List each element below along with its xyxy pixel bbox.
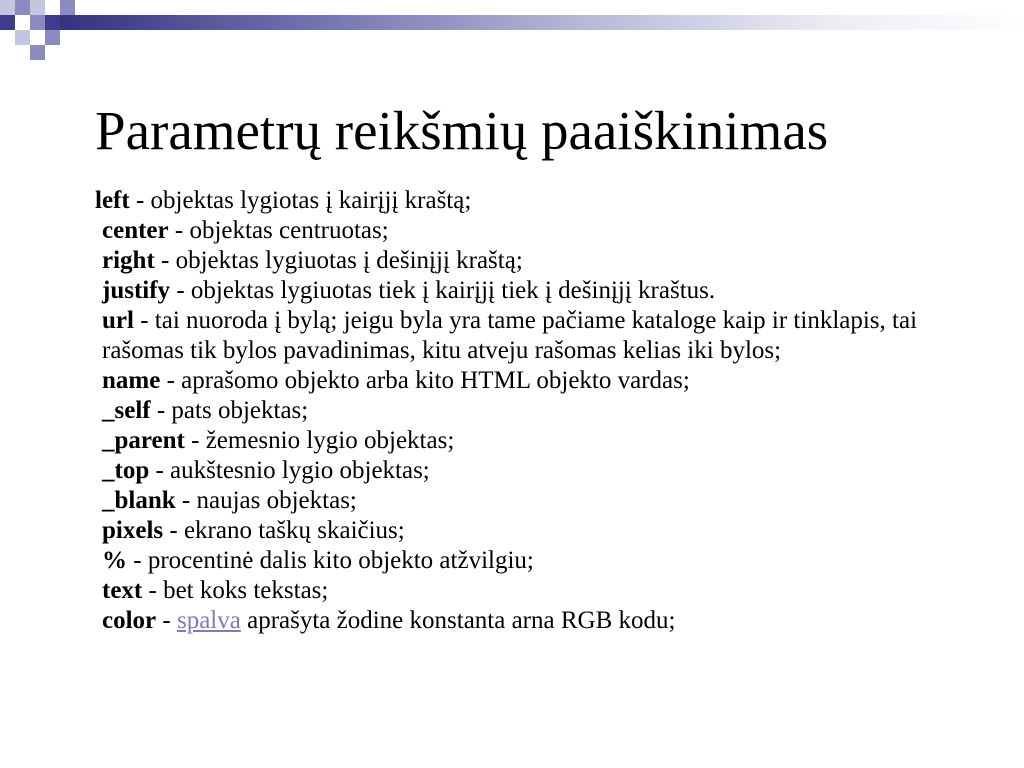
definition: - objektas centruotas; [168,217,389,244]
term: pixels [102,517,164,544]
definition: - bet koks tekstas; [142,577,329,604]
decor-square [30,45,45,60]
list-item [90,306,990,366]
list-item [90,186,990,216]
decor-square [30,0,45,15]
list-item [90,576,990,606]
term: _self [102,397,151,424]
list-item [90,546,990,576]
header-gradient-bar [60,15,1024,30]
decor-square [15,0,30,15]
separator: - [156,607,177,634]
list-item [90,216,990,246]
list-item [90,486,990,516]
list-item [90,396,990,426]
definition: - objektas lygiuotas į dešinįjį kraštą; [154,247,523,274]
list-item [90,246,990,276]
definition: - aukštesnio lygio objektas; [149,457,430,484]
term: right [102,247,155,274]
list-item [90,426,990,456]
definition: - pats objektas; [150,397,309,424]
decor-square [60,0,75,15]
decor-square [0,15,15,30]
definition: - procentinė dalis kito objekto atžvilgiu; [127,547,534,574]
definition: - ekrano taškų skaičius; [163,517,405,544]
definition: - tai nuoroda į bylą; jeigu byla yra tame pačiame kataloge kaip ir tinklapis, tai rašomas tik bylos pavadinimas, kitu atveju rašomas kelias iki bylos; [102,307,918,364]
definition: aprašyta žodine konstanta arna RGB kodu; [240,607,676,634]
decor-square [15,30,30,45]
decor-square [45,15,60,30]
term: url [102,307,134,334]
list-item [90,456,990,486]
decor-square [45,30,60,45]
term: color [102,607,157,634]
definition: - objektas lygiuotas tiek į kairįjį tiek į dešinįjį kraštus. [170,277,716,304]
decor-square [0,0,15,15]
spalva-link[interactable]: spalva [176,607,241,634]
list-item [90,366,990,396]
term: _parent [102,427,185,454]
list-item [90,516,990,546]
term: _blank [102,487,176,514]
term: center [102,217,169,244]
definition: - aprašomo objekto arba kito HTML objekto vardas; [160,367,690,394]
list-item [90,276,990,306]
term: text [102,577,143,604]
term: _top [102,457,150,484]
definition: - objektas lygiotas į kairįjį kraštą; [129,187,472,214]
definition-list [90,186,990,636]
decor-square [30,15,45,30]
page-title: Parametrų reikšmių paaiškinimas [95,100,829,161]
term: justify [102,277,171,304]
definition: - žemesnio lygio objektas; [184,427,455,454]
term: left [95,187,130,214]
term: % [102,547,127,574]
list-item [90,606,990,636]
term: name [102,367,161,394]
definition: - naujas objektas; [175,487,357,514]
